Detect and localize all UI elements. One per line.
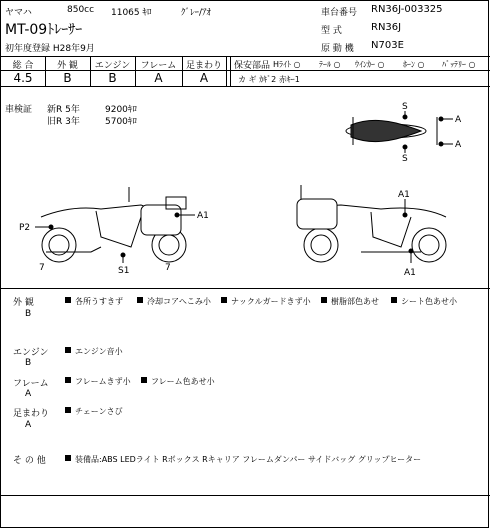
section-engine-title: エンジン (13, 348, 49, 358)
left-label-7b: 7 (165, 263, 171, 273)
displacement: 850cc (67, 5, 95, 15)
part-battery: ﾊﾞｯﾃﾘｰ ○ (442, 60, 476, 69)
grade-overall: 4.5 (13, 71, 33, 85)
type-value: RN36J (371, 22, 402, 33)
grade-header-frame: フレーム (140, 61, 177, 71)
top-label-a1: A (455, 115, 462, 125)
damage-diagram (1, 87, 490, 287)
engine-value: N703E (371, 40, 404, 51)
top-label-a2: A (455, 140, 462, 150)
section-frame-note-1: フレームきず小 (65, 376, 131, 387)
part-horn: ﾎｰﾝ ○ (403, 60, 425, 69)
model-name: MT-09ﾄﾚｰｻｰ (5, 22, 83, 38)
safety-parts-label: 保安部品 (234, 61, 271, 71)
section-suspension-grade: A (25, 420, 32, 430)
color: ｸﾞﾚｰ/ｱｵ (181, 8, 212, 18)
section-engine-note-1: エンジン音小 (65, 346, 123, 357)
grade-header-overall: 総 合 (12, 61, 34, 71)
part-taillight: ﾃｰﾙ ○ (319, 60, 341, 69)
section-exterior-note-2: 冷却コアへこみ小 (137, 296, 211, 307)
section-engine-grade: B (25, 358, 32, 368)
left-label-s1: S1 (118, 266, 130, 276)
grade-frame: A (154, 71, 163, 85)
inspection-old-r-cost: 5700ｷﾛ (105, 117, 137, 127)
section-frame-title: フレーム (13, 379, 49, 389)
left-label-a1: A1 (197, 211, 209, 221)
left-label-p2: P2 (19, 223, 31, 233)
section-other-title: そ の 他 (13, 456, 46, 466)
type-label: 型 式 (321, 26, 342, 36)
registration: 初年度登録 H28年9月 (5, 44, 95, 54)
inspection-new-r: 新R 5年 (47, 105, 80, 115)
inspection-old-r: 旧R 3年 (47, 117, 80, 127)
right-label-a1: A1 (398, 190, 410, 200)
section-other-note-1: 装備品:ABS LEDライト Rボックス Rキャリア フレームダンパー サイドバッグ グリップヒーター (65, 454, 421, 465)
motorcycle-right-view-icon (297, 185, 446, 263)
inspection-label: 車検証 (5, 105, 33, 115)
part-winker: ｳｲﾝｶｰ ○ (355, 60, 385, 69)
top-label-s2: S (402, 154, 408, 164)
left-label-7a: 7 (39, 263, 45, 273)
motorcycle-top-view-icon (346, 111, 453, 153)
section-suspension-note-1: チェーンさび (65, 406, 123, 417)
top-label-s1: S (402, 102, 408, 112)
section-exterior-note-5: シート色あせ小 (391, 296, 457, 307)
right-label-a1b: A1 (404, 268, 416, 278)
frame-number-label: 車台番号 (321, 8, 358, 18)
section-exterior-note-1: 各所うすきず (65, 296, 123, 307)
grade-exterior: B (63, 71, 72, 85)
section-exterior-note-4: 樹脂部色あせ (321, 296, 379, 307)
section-frame-note-2: フレーム色あせ小 (141, 376, 215, 387)
frame-number: RN36J-003325 (371, 4, 443, 15)
section-frame-grade: A (25, 389, 32, 399)
section-exterior-grade: B (25, 309, 32, 319)
part-headlight: Hﾗｲﾄ ○ (273, 60, 301, 69)
grade-header-exterior: 外 観 (57, 61, 78, 71)
grade-engine: B (108, 71, 117, 85)
grade-header-engine: エンジン (94, 61, 131, 71)
section-exterior-title: 外 観 (13, 298, 34, 308)
motorcycle-left-view-icon (35, 187, 195, 263)
section-suspension-title: 足まわり (13, 409, 50, 419)
section-exterior-note-3: ナックルガードきず小 (221, 296, 311, 307)
keys: カ ギ ｶｷﾞ2 赤ｷｰ1 (238, 75, 300, 84)
grade-header-suspension: 足まわり (185, 61, 222, 71)
maker: ヤマハ (5, 8, 32, 18)
grade-suspension: A (199, 71, 209, 85)
engine-label: 原 動 機 (321, 44, 354, 54)
mileage: 11065 ｷﾛ (111, 8, 152, 18)
inspection-new-r-cost: 9200ｷﾛ (105, 105, 137, 115)
